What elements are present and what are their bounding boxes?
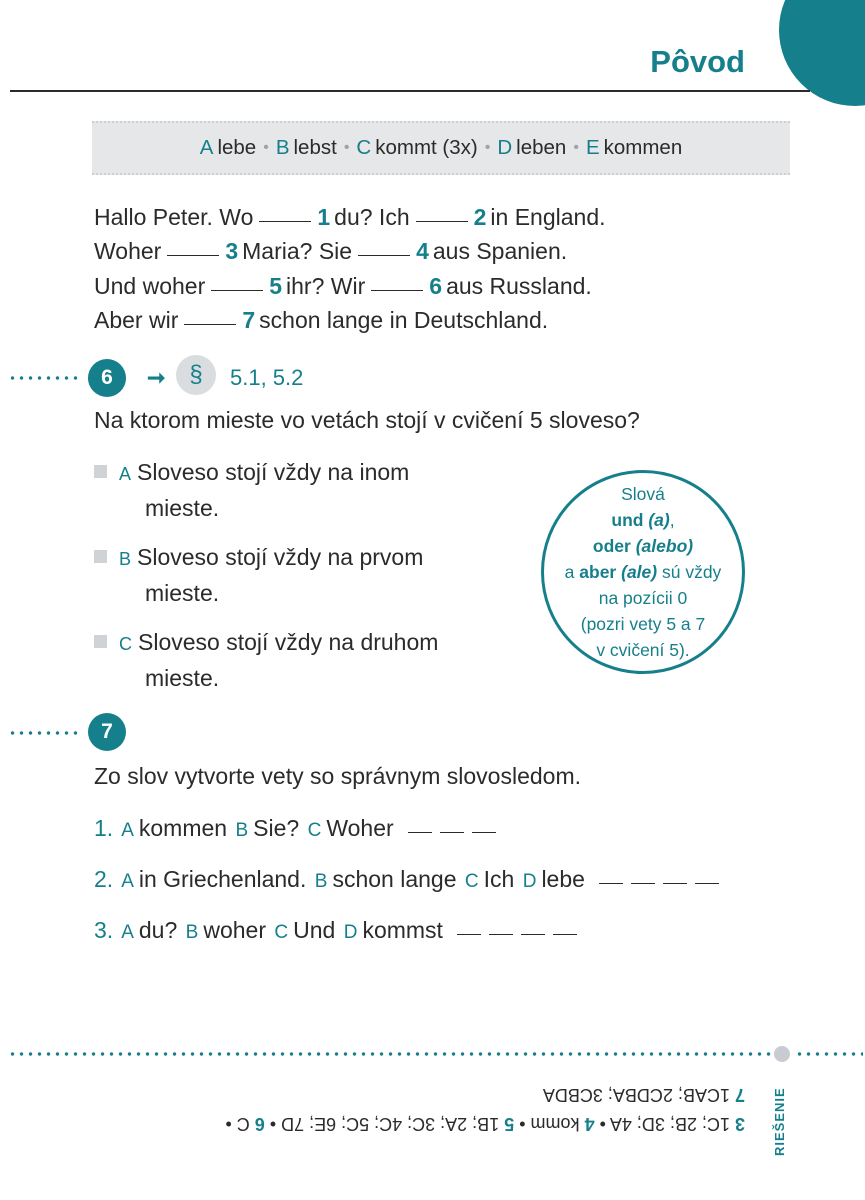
answer-slot[interactable]	[631, 883, 655, 884]
separator-dot: •	[263, 139, 269, 156]
solutions-label: RIEŠENIE	[772, 1087, 787, 1156]
solutions-upside-down	[130, 1080, 745, 1138]
separator-dot: •	[343, 139, 350, 156]
answer-blank[interactable]	[371, 290, 423, 291]
answer-slot[interactable]	[440, 832, 464, 833]
answer-blank[interactable]	[259, 221, 311, 222]
answer-slot[interactable]	[408, 832, 432, 833]
option-a[interactable]: A Sloveso stojí vždy na inom mieste.	[94, 455, 409, 525]
gap-text-line: Woher 3 Maria? Sie 4 aus Spanien.	[94, 238, 568, 265]
separator-dot: •	[573, 139, 579, 156]
dotted-leader	[8, 731, 80, 735]
word-bank-item: B lebst	[275, 136, 337, 159]
separator-dot: •	[484, 139, 491, 156]
answer-slot[interactable]	[457, 934, 481, 935]
arrow-right-icon: ➞	[147, 365, 166, 390]
divider-dot	[774, 1046, 790, 1062]
word-bank-item: C kommt (3x)	[356, 136, 478, 159]
answer-slot[interactable]	[553, 934, 577, 935]
answer-slot[interactable]	[489, 934, 513, 935]
grammar-reference[interactable]: 5.1, 5.2	[230, 365, 304, 390]
solutions-divider	[795, 1052, 863, 1056]
gap-text-line: Aber wir 7 schon lange in Deutschland.	[94, 306, 549, 333]
exercise-7-instruction: Zo slov vytvorte vety so správnym slovosledom.	[94, 763, 581, 789]
answer-blank[interactable]	[358, 255, 410, 256]
task-2: 2. A in Griechenland. B schon lange C Ich D lebe	[94, 866, 719, 893]
option-c[interactable]: C Sloveso stojí vždy na druhom mieste.	[94, 625, 438, 695]
word-bank	[92, 121, 790, 175]
answer-blank[interactable]	[184, 324, 236, 325]
word-bank-item: A lebe	[199, 136, 257, 159]
gap-text-line: Und woher 5 ihr? Wir 6 aus Russland.	[94, 272, 592, 299]
task-3: 3. A du? B woher C Und D kommst	[94, 917, 577, 944]
solutions-line: 7 1CAB; 2CDBA; 3CBDA	[542, 1085, 745, 1105]
exercise-6-badge: 6	[88, 359, 126, 397]
checkbox[interactable]	[94, 550, 107, 563]
word-bank-item: E kommen	[585, 136, 683, 159]
answer-blank[interactable]	[416, 221, 468, 222]
checkbox[interactable]	[94, 635, 107, 648]
answer-slot[interactable]	[472, 832, 496, 833]
task-1: 1. A kommen B Sie? C Woher	[94, 815, 496, 842]
title-divider	[10, 90, 810, 92]
exercise-6-question: Na ktorom mieste vo vetách stojí v cvičení 5 sloveso?	[94, 407, 640, 433]
solutions-divider	[8, 1052, 772, 1056]
answer-slot[interactable]	[521, 934, 545, 935]
page-title: Pôvod	[650, 44, 745, 79]
solutions-line: 3 1C; 2B; 3D; 4A • 4 komm • 5 1B; 2A; 3C; 4C; 5C; 6E; 7D • 6 C •	[225, 1114, 745, 1134]
paragraph-icon: §	[176, 355, 216, 395]
gap-text-line: Hallo Peter. Wo 1 du? Ich 2 in England.	[94, 204, 606, 230]
word-bank-item: D leben	[497, 136, 567, 159]
hint-bubble: Slová und (a), oder (alebo) a aber (ale) sú vždy na pozícii 0 (pozri vety 5 a 7 v cvičení 5).	[541, 470, 745, 674]
answer-blank[interactable]	[211, 290, 263, 291]
answer-blank[interactable]	[167, 255, 219, 256]
answer-slot[interactable]	[599, 883, 623, 884]
exercise-7-badge: 7	[88, 713, 126, 751]
option-b[interactable]: B Sloveso stojí vždy na prvom mieste.	[94, 540, 423, 610]
checkbox[interactable]	[94, 465, 107, 478]
answer-slot[interactable]	[695, 883, 719, 884]
answer-slot[interactable]	[663, 883, 687, 884]
dotted-leader	[8, 376, 80, 380]
gap-text	[94, 200, 606, 337]
